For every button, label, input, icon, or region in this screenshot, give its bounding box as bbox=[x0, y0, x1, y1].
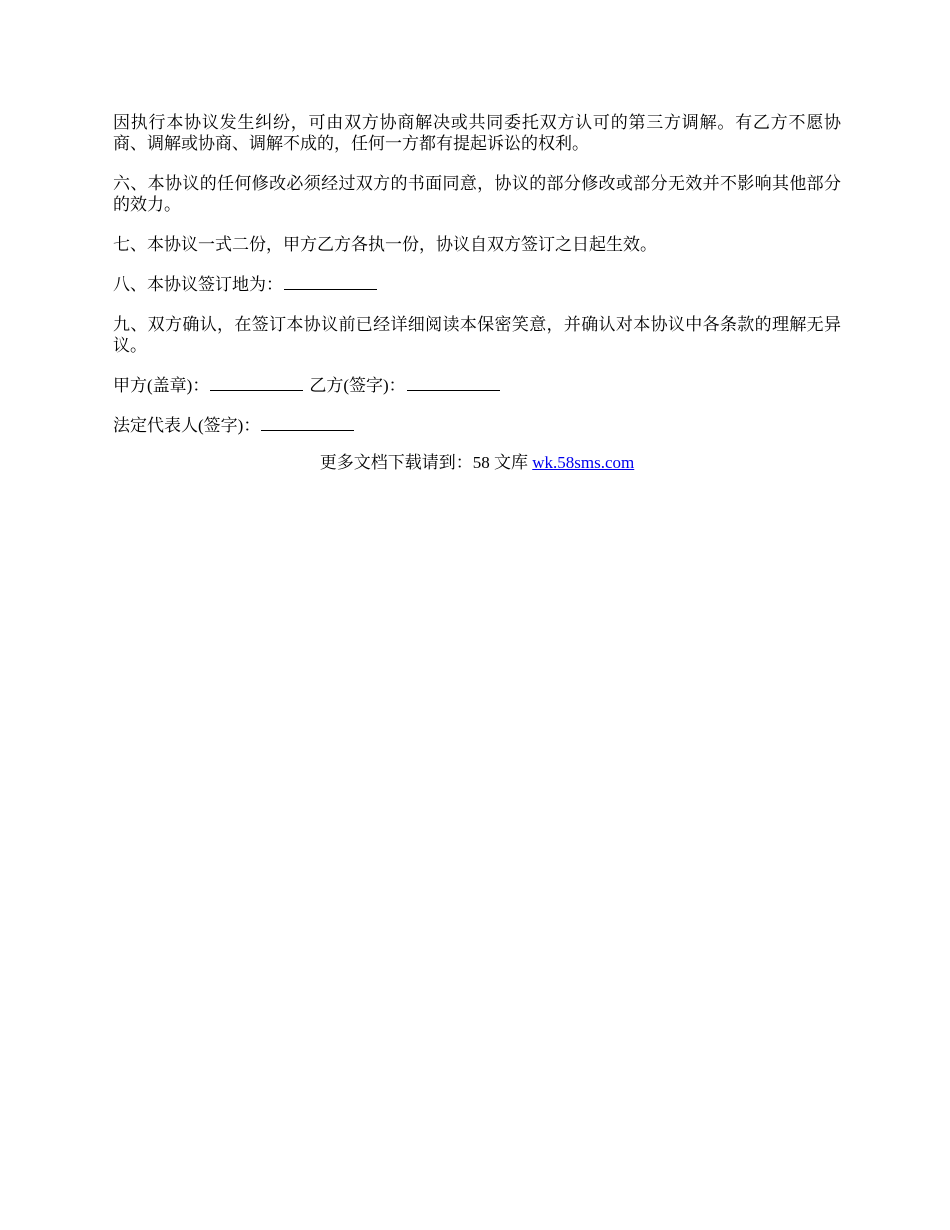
clause-seven: 七、本协议一式二份，甲方乙方各执一份，协议自双方签订之日起生效。 bbox=[113, 235, 657, 254]
party-b-blank bbox=[407, 375, 500, 391]
legal-rep-label: 法定代表人(签字)： bbox=[113, 416, 261, 435]
clause-six: 六、本协议的任何修改必须经过双方的书面同意，协议的部分修改或部分无效并不影响其他部分的效力。 bbox=[113, 174, 841, 214]
party-a-label: 甲方(盖章)： bbox=[113, 376, 210, 395]
clause-nine: 九、双方确认，在签订本协议前已经详细阅读本保密笑意，并确认对本协议中各条款的理解无异议。 bbox=[113, 315, 841, 355]
legal-rep-blank bbox=[261, 415, 354, 431]
footer bbox=[113, 452, 841, 473]
party-a-blank bbox=[210, 375, 303, 391]
clause-eight bbox=[113, 274, 841, 295]
sign-place-label: 八、本协议签订地为： bbox=[113, 275, 283, 294]
sign-place-blank bbox=[284, 274, 377, 290]
legal-rep-signature bbox=[113, 415, 841, 436]
party-b-label: 乙方(签字)： bbox=[309, 376, 406, 395]
document-page bbox=[113, 112, 841, 473]
dispute-paragraph: 因执行本协议发生纠纷，可由双方协商解决或共同委托双方认可的第三方调解。有乙方不愿协商、调解或协商、调解不成的，任何一方都有提起诉讼的权利。 bbox=[113, 113, 841, 153]
party-signatures bbox=[113, 375, 841, 396]
footer-link[interactable]: wk.58sms.com bbox=[532, 453, 635, 472]
footer-prefix: 更多文档下载请到：58 文库 bbox=[319, 453, 533, 472]
